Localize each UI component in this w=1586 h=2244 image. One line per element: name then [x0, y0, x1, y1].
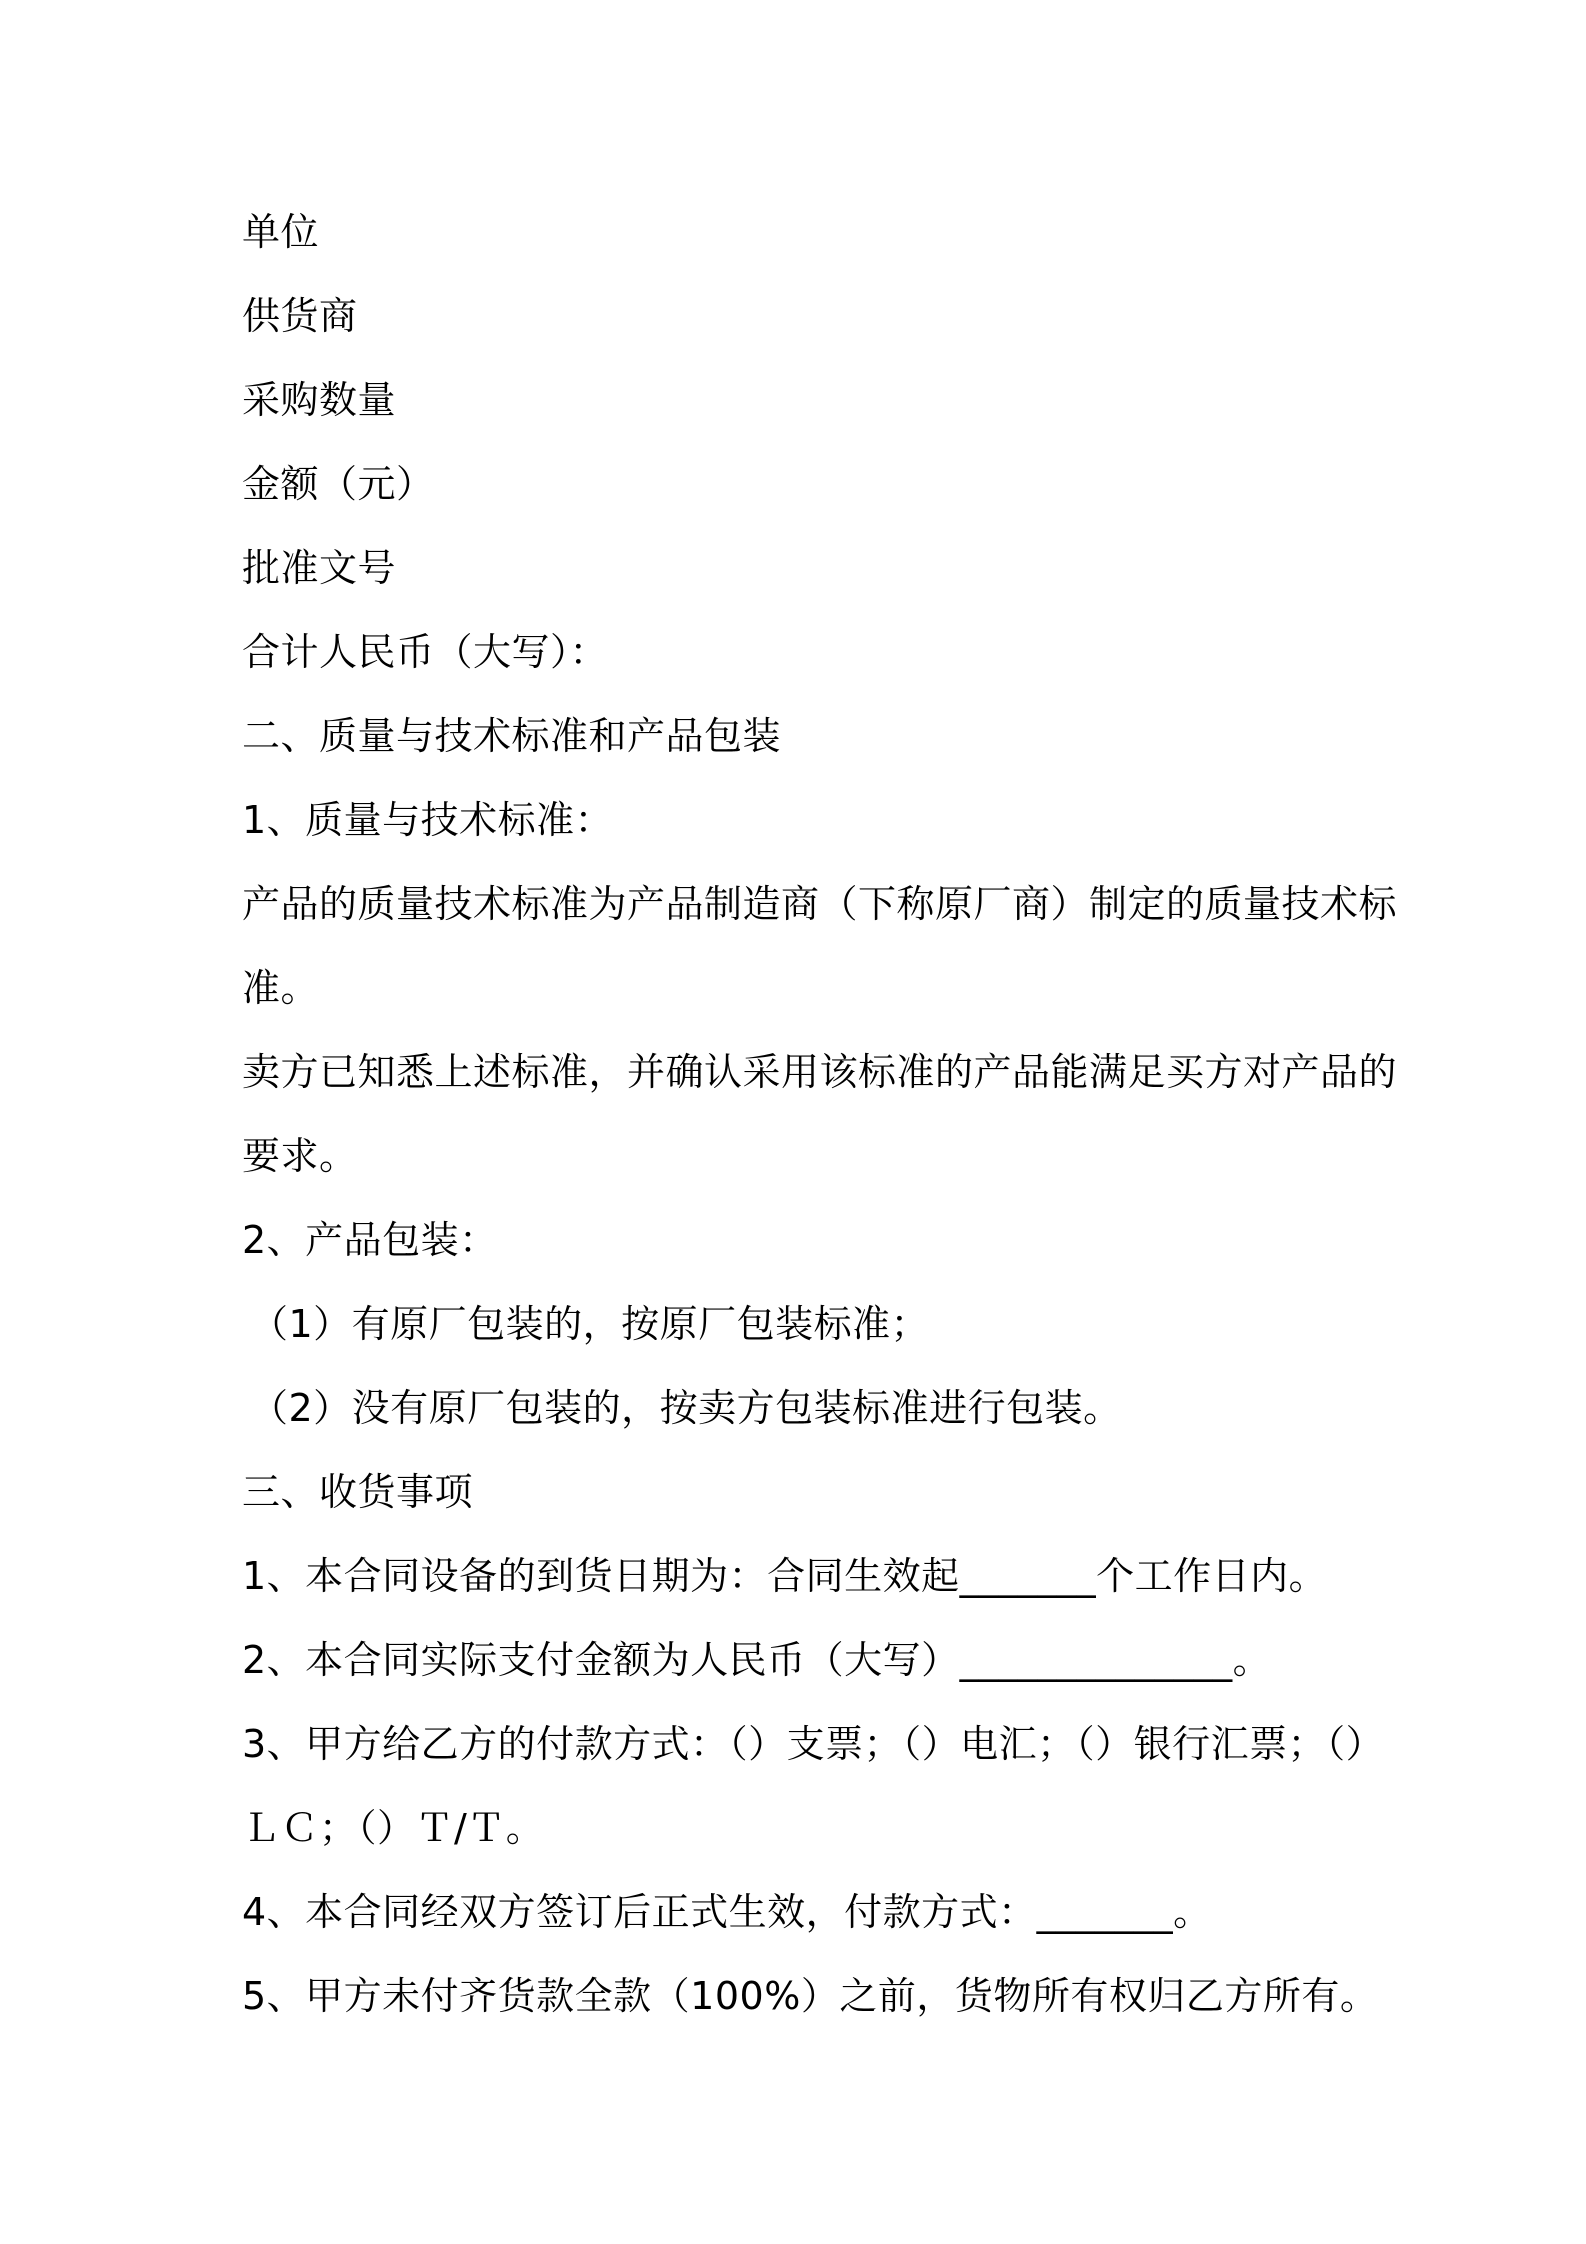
- field-label-purchase-quantity: 采购数量: [242, 378, 397, 422]
- clause-line: 1、本合同设备的到货日期为：合同生效起_______个工作日内。: [242, 1554, 1328, 1598]
- field-label-approval-number: 批准文号: [242, 546, 397, 590]
- clause-line: 5、甲方未付齐货款全款（100%）之前，货物所有权归乙方所有。: [242, 1974, 1379, 2018]
- paragraph-line: 要求。: [242, 1134, 358, 1178]
- list-item: （2）没有原厂包装的，按卖方包装标准进行包装。: [250, 1386, 1122, 1430]
- field-label-unit: 单位: [242, 210, 320, 254]
- list-item: （1）有原厂包装的，按原厂包装标准；: [250, 1302, 930, 1346]
- clause-line: 4、本合同经双方签订后正式生效，付款方式：_______。: [242, 1890, 1212, 1934]
- clause-line: 3、甲方给乙方的付款方式：（）支票；（）电汇；（）银行汇票；（）: [242, 1722, 1385, 1766]
- paragraph-line: 产品的质量技术标准为产品制造商（下称原厂商）制定的质量技术标: [242, 882, 1398, 926]
- subsection-heading-packaging: 2、产品包装：: [242, 1218, 498, 1262]
- document-body: [242, 190, 1398, 2038]
- field-label-supplier: 供货商: [242, 294, 358, 338]
- paragraph-line: 准。: [242, 966, 320, 1010]
- paragraph-line: 卖方已知悉上述标准，并确认采用该标准的产品能满足买方对产品的: [242, 1050, 1398, 1094]
- clause-line: ＬＣ；（）Ｔ/Ｔ。: [242, 1806, 545, 1850]
- section-heading-receiving: 三、收货事项: [242, 1470, 474, 1514]
- clause-line: 2、本合同实际支付金额为人民币（大写）______________。: [242, 1638, 1272, 1682]
- field-label-amount: 金额（元）: [242, 462, 435, 506]
- subsection-heading-quality-standard: 1、质量与技术标准：: [242, 798, 614, 842]
- field-label-total-rmb: 合计人民币（大写）：: [242, 630, 609, 674]
- section-heading-quality: 二、质量与技术标准和产品包装: [242, 714, 782, 758]
